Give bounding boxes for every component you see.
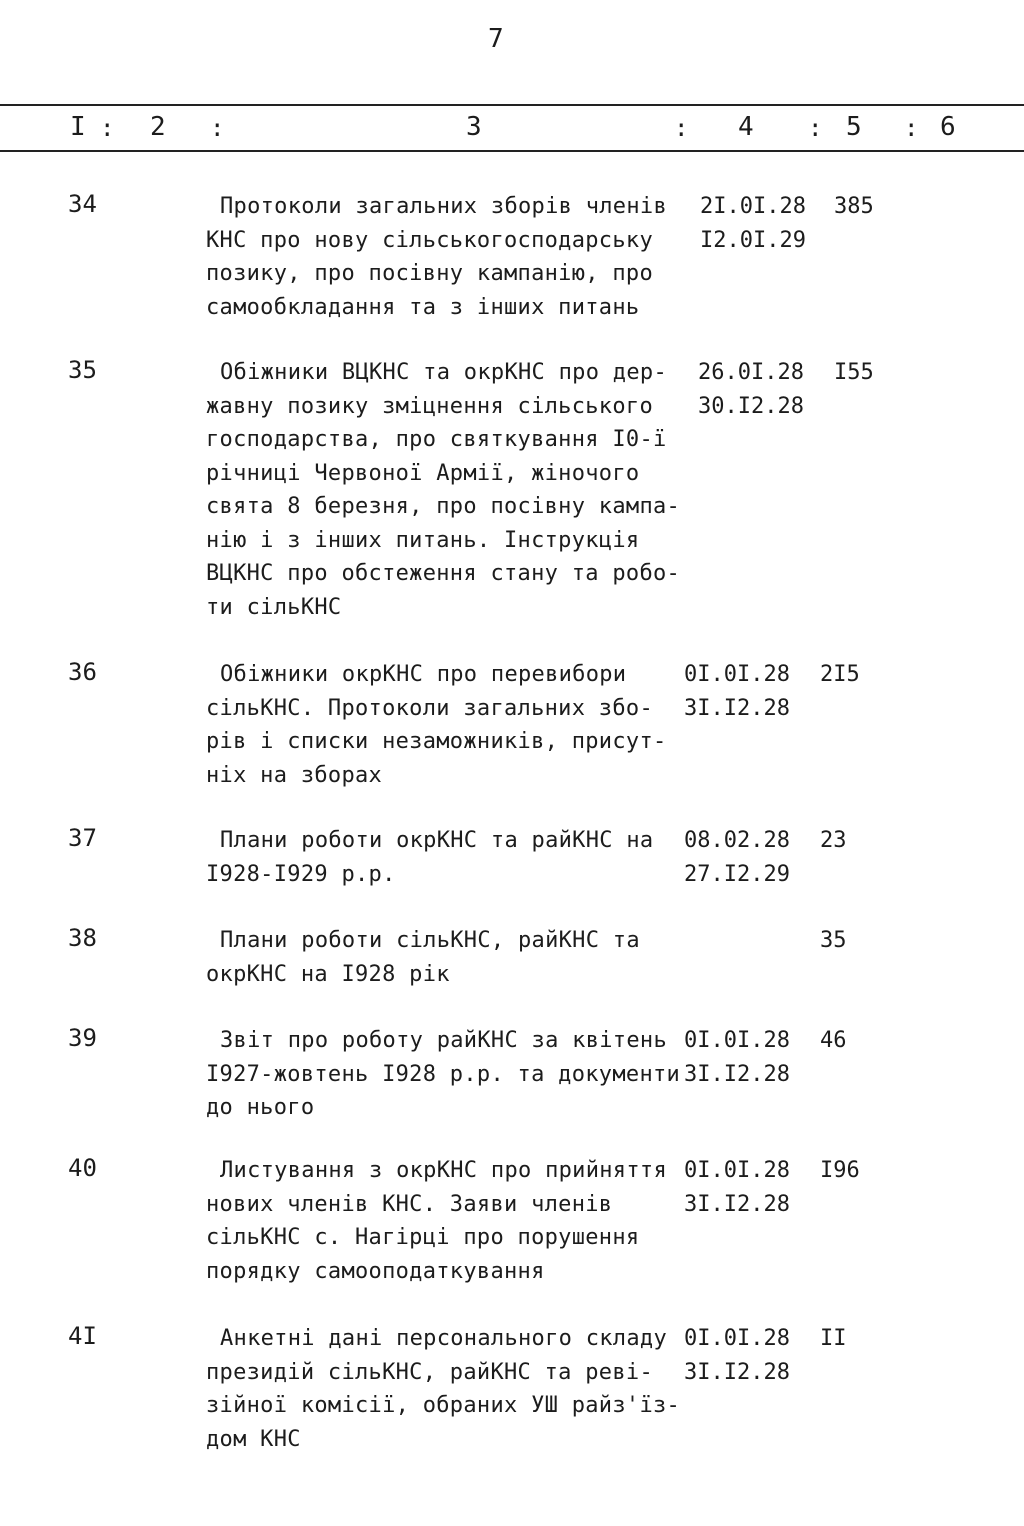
description-line: дом КНС	[206, 1426, 301, 1452]
entry-description-cont	[206, 390, 684, 625]
entry-description	[206, 824, 684, 858]
description-line: нію і з інших питань. Інструкція	[206, 527, 640, 553]
description-line: ніх на зборах	[206, 762, 383, 788]
entry-description	[206, 190, 684, 224]
entry-dates	[684, 1322, 790, 1389]
date-start: 0I.0I.28	[684, 1158, 790, 1183]
description-line: до нього	[206, 1095, 315, 1120]
entry-dates	[684, 1154, 790, 1221]
entry-dates	[700, 190, 806, 257]
description-line: Плани роботи окрКНС та райКНС на	[220, 828, 654, 853]
description-line: окрКНС на I928 рік	[206, 961, 450, 987]
description-line: зійної комісії, обраних УШ райз'їз-	[206, 1393, 681, 1418]
column-separator: :	[674, 114, 689, 142]
entry-description	[206, 1322, 684, 1356]
description-line: Обіжники ВЦКНС та окрКНС про дер-	[220, 360, 667, 385]
description-line: президій сільКНС, райКНС та реві-	[206, 1359, 653, 1385]
entry-number: 35	[68, 356, 97, 384]
date-end: 3I.I2.28	[684, 1191, 790, 1217]
description-line: Звіт про роботу райКНС за квітень	[220, 1028, 667, 1053]
date-end: 3I.I2.28	[684, 1061, 790, 1087]
entry-dates	[684, 1024, 790, 1091]
description-line: Обіжники окрКНС про перевибори	[220, 662, 627, 687]
date-end: 30.I2.28	[698, 393, 804, 419]
sheet-count: 23	[820, 828, 847, 853]
sheet-count: II	[820, 1326, 847, 1351]
description-line: порядку самооподаткування	[206, 1258, 545, 1284]
column-header-5: 5	[846, 112, 862, 142]
column-header-1: I	[70, 112, 86, 142]
page-number: 7	[488, 24, 504, 54]
entry-description-cont	[206, 858, 684, 892]
description-line: Листування з окрКНС про прийняття	[220, 1158, 667, 1183]
date-start: 2I.0I.28	[700, 194, 806, 219]
description-line: жавну позику зміцнення сільського	[206, 393, 653, 419]
entry-number: 40	[68, 1154, 97, 1182]
entry-description	[206, 356, 684, 390]
entry-description	[206, 1154, 684, 1188]
description-line: I927-жовтень I928 р.р. та документи	[206, 1061, 681, 1087]
entry-number: 39	[68, 1024, 97, 1052]
description-line: ВЦКНС про обстеження стану та робо-	[206, 561, 681, 586]
description-line: сільКНС с. Нагірці про порушення	[206, 1225, 640, 1250]
entry-number: 36	[68, 658, 97, 686]
column-header-2: 2	[150, 112, 166, 142]
column-separator: :	[904, 114, 919, 142]
date-end: I2.0I.29	[700, 227, 806, 253]
entry-number: 34	[68, 190, 97, 218]
sheet-count: I55	[834, 360, 874, 385]
column-separator: :	[808, 114, 823, 142]
date-start: 0I.0I.28	[684, 1028, 790, 1053]
entry-description-cont	[206, 224, 684, 325]
entry-description	[206, 1024, 684, 1058]
column-separator: :	[100, 114, 115, 142]
entry-description-cont	[206, 1058, 684, 1125]
date-start: 26.0I.28	[698, 360, 804, 385]
description-line: нових членів КНС. Заяви членів	[206, 1191, 613, 1217]
description-line: ти сільКНС	[206, 594, 342, 620]
description-line: самообкладання та з інших питань	[206, 294, 640, 320]
header-bottom-rule	[0, 150, 1024, 152]
column-header-3: 3	[466, 112, 482, 142]
description-line: господарства, про святкування I0-ї	[206, 427, 667, 452]
entry-description-cont	[206, 692, 684, 793]
entry-dates	[684, 824, 790, 891]
date-end: 27.I2.29	[684, 861, 790, 887]
sheet-count: 46	[820, 1028, 847, 1053]
entry-number: 4I	[68, 1322, 97, 1350]
description-line: Протоколи загальних зборів членів	[220, 194, 667, 219]
date-start: 0I.0I.28	[684, 662, 790, 687]
sheet-count: 2I5	[820, 662, 860, 687]
description-line: річниці Червоної Армії, жіночого	[206, 460, 640, 486]
date-start: 0I.0I.28	[684, 1326, 790, 1351]
description-line: позику, про посівну кампанію, про	[206, 261, 653, 286]
column-separator: :	[210, 114, 225, 142]
date-start: 08.02.28	[684, 828, 790, 853]
entry-description-cont	[206, 1356, 684, 1457]
column-header-6: 6	[940, 112, 956, 142]
description-line: Плани роботи сільКНС, райКНС та	[220, 928, 640, 953]
date-end: 3I.I2.28	[684, 1359, 790, 1385]
description-line: свята 8 березня, про посівну кампа-	[206, 494, 681, 519]
description-line: Анкетні дані персонального складу	[220, 1326, 667, 1351]
entry-number: 38	[68, 924, 97, 952]
description-line: сільКНС. Протоколи загальних збо-	[206, 695, 653, 721]
header-top-rule	[0, 104, 1024, 106]
entry-description	[206, 924, 684, 958]
entry-dates	[684, 658, 790, 725]
description-line: I928-I929 р.р.	[206, 861, 396, 887]
entry-dates	[698, 356, 804, 423]
column-header-4: 4	[738, 112, 754, 142]
entry-description-cont	[206, 1188, 684, 1289]
sheet-count: I96	[820, 1158, 860, 1183]
description-line: КНС про нову сільськогосподарську	[206, 227, 653, 253]
entry-description-cont	[206, 958, 684, 992]
date-end: 3I.I2.28	[684, 695, 790, 721]
sheet-count: 385	[834, 194, 874, 219]
entry-number: 37	[68, 824, 97, 852]
description-line: рів і списки незаможників, присут-	[206, 729, 667, 754]
entry-description	[206, 658, 684, 692]
sheet-count: 35	[820, 928, 847, 953]
